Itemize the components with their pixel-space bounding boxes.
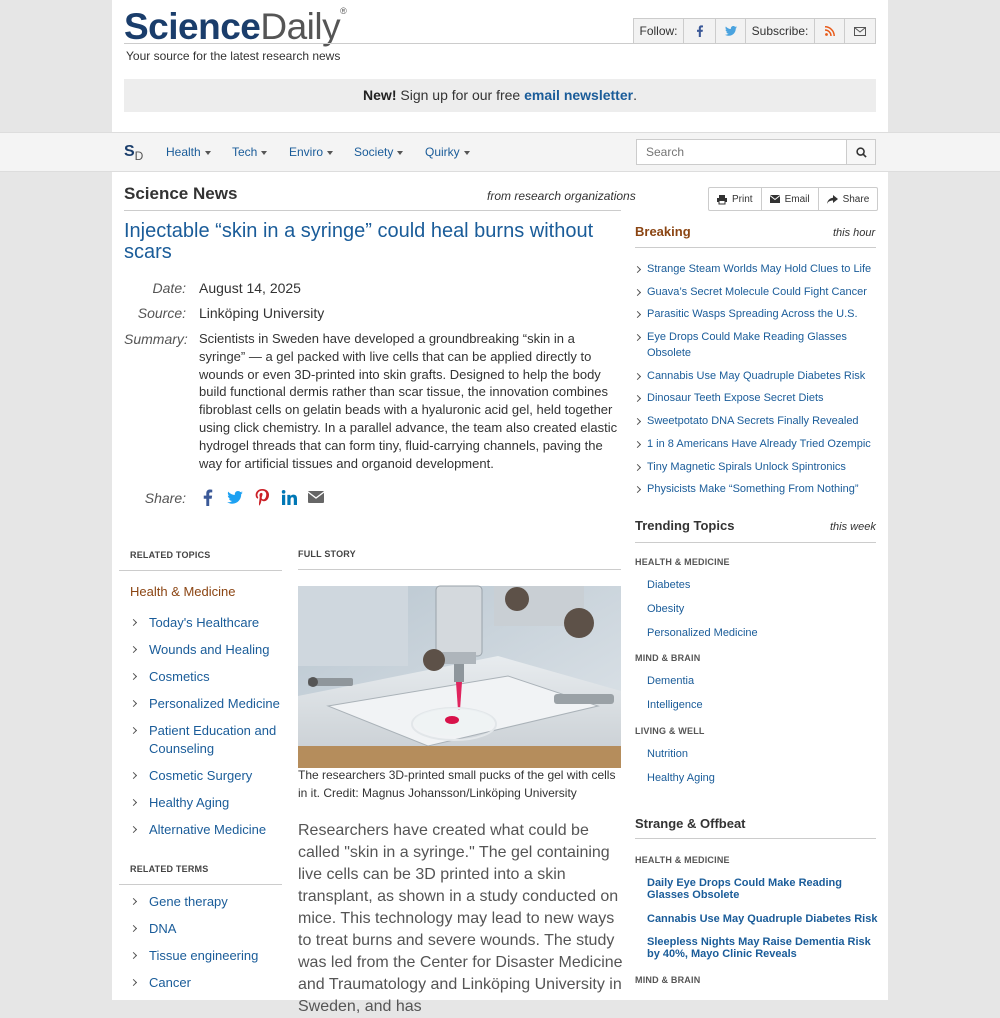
search-icon [856, 147, 867, 158]
summary-text: Scientists in Sweden have developed a groundbreaking “skin in a syringe” — a gel packed with live cells that can be applied directly to wounds or even 3D-printed into skin grafts. Designed to help the body build functional dermis rather than scar tissue, the innovation combines fibroblast cells on gelatin beads with a hyaluronic acid gel, held together using click chemistry. In a parallel advance, the team also created elastic hydrogel threads that can form tiny, fluid-carrying channels, paving the way for artificial tissues and organoid development. [199, 331, 618, 471]
newsletter-period: . [633, 87, 637, 103]
envelope-icon [308, 491, 324, 503]
related-topics-divider [119, 570, 282, 571]
full-story-divider [298, 569, 621, 570]
related-topic-item[interactable] [130, 821, 285, 839]
trending-category: HEALTH & MEDICINE [635, 557, 730, 567]
section-divider [124, 210, 621, 211]
breaking-item[interactable] [635, 481, 876, 497]
chevron-right-icon [634, 441, 641, 448]
facebook-icon [203, 489, 213, 506]
breaking-item-label: Strange Steam Worlds May Hold Clues to Life [647, 263, 872, 275]
search-input[interactable] [636, 139, 847, 165]
newsletter-new-label: New! [363, 87, 397, 103]
chevron-right-icon [130, 646, 137, 653]
trending-topic-link[interactable]: Intelligence [647, 699, 703, 711]
breaking-item[interactable] [635, 284, 876, 300]
source-value: Linköping University [199, 305, 325, 321]
email-share-button[interactable] [307, 488, 325, 506]
offbeat-title: Strange & Offbeat [635, 816, 746, 831]
offbeat-story-link[interactable]: Sleepless Nights May Raise Dementia Risk by 40%, Mayo Clinic Reveals [647, 936, 871, 960]
trending-category: MIND & BRAIN [635, 653, 701, 663]
facebook-follow-button[interactable] [684, 19, 716, 43]
email-button[interactable] [762, 188, 819, 210]
nav-health[interactable] [166, 145, 211, 159]
chevron-right-icon [130, 673, 137, 680]
related-topic-item[interactable] [130, 641, 285, 659]
share-arrow-icon [827, 195, 838, 204]
source-label: Source: [137, 305, 186, 321]
nav-enviro-label: Enviro [289, 145, 324, 159]
chevron-right-icon [130, 898, 137, 905]
article-headline: Injectable “skin in a syringe” could heal burns without scars [124, 220, 594, 263]
related-topic-item[interactable] [130, 794, 285, 812]
social-bar [633, 18, 876, 44]
nav-society[interactable] [354, 145, 403, 159]
related-topic-item[interactable] [130, 722, 285, 758]
trending-divider [635, 542, 876, 543]
trending-topic-link[interactable]: Personalized Medicine [647, 627, 758, 639]
print-label: Print [732, 193, 753, 205]
section-title: Science News [124, 184, 238, 203]
related-topics-title: RELATED TOPICS [130, 550, 211, 560]
breaking-item-label: Physicists Make “Something From Nothing” [647, 483, 859, 496]
related-category-link[interactable]: Health & Medicine [130, 584, 236, 599]
chevron-right-icon [634, 266, 641, 273]
related-topic-item[interactable] [130, 668, 285, 686]
caret-down-icon [464, 151, 470, 155]
related-term-item[interactable] [130, 947, 285, 965]
full-story-label: FULL STORY [298, 549, 356, 559]
related-term-item[interactable] [130, 893, 285, 911]
nav-quirky[interactable] [425, 145, 470, 159]
tagline: Your source for the latest research news [126, 49, 341, 63]
offbeat-divider [635, 838, 876, 839]
caret-down-icon [205, 151, 211, 155]
related-topic-label: Cosmetic Surgery [149, 768, 253, 783]
brand-daily-text: Daily [260, 6, 341, 47]
related-topic-label: Patient Education and Counseling [149, 723, 277, 756]
article-tools [708, 187, 878, 211]
trending-topic-link[interactable]: Nutrition [647, 748, 688, 760]
trending-category: LIVING & WELL [635, 726, 705, 736]
pinterest-icon [255, 489, 269, 506]
related-topic-item[interactable] [130, 614, 285, 632]
trending-topic-link[interactable]: Diabetes [647, 579, 691, 591]
related-terms-list [130, 893, 285, 992]
breaking-item-label: Parasitic Wasps Spreading Across the U.S. [647, 308, 858, 321]
breaking-item[interactable] [635, 368, 876, 384]
nav-health-label: Health [166, 145, 201, 159]
caret-down-icon [327, 151, 333, 155]
caret-down-icon [397, 151, 403, 155]
related-term-label: Cancer [149, 975, 191, 990]
chevron-right-icon [130, 925, 137, 932]
breaking-list [635, 261, 876, 504]
offbeat-story-link[interactable]: Cannabis Use May Quadruple Diabetes Risk [647, 913, 878, 925]
date-label: Date: [152, 280, 186, 296]
related-terms-divider [119, 884, 282, 885]
date-value: August 14, 2025 [199, 280, 301, 296]
chevron-right-icon [634, 373, 641, 380]
article-image[interactable] [298, 586, 621, 768]
caret-down-icon [261, 151, 267, 155]
email-label: Email [784, 193, 810, 205]
related-terms-title: RELATED TERMS [130, 864, 209, 874]
related-term-label: DNA [149, 921, 177, 936]
trending-topic-link[interactable]: Obesity [647, 603, 685, 615]
image-caption: The researchers 3D-printed small pucks of the gel with cells in it. Credit: Magnus Johansson/Linköping University [298, 768, 616, 800]
brand-science-text: Science [124, 6, 261, 47]
offbeat-category: MIND & BRAIN [635, 975, 701, 985]
share-label: Share: [144, 490, 186, 506]
related-term-item[interactable] [130, 920, 285, 938]
related-topic-item[interactable] [130, 767, 285, 785]
breaking-item[interactable] [635, 306, 876, 322]
related-topic-item[interactable] [130, 695, 285, 713]
trending-subtitle: this week [830, 521, 876, 533]
bioprinter-photo [298, 586, 621, 768]
breaking-item-label: Cannabis Use May Quadruple Diabetes Risk [647, 369, 866, 382]
twitter-icon [227, 491, 243, 504]
facebook-icon [696, 25, 704, 37]
linkedin-share-button[interactable] [280, 488, 298, 506]
nav-quirky-label: Quirky [425, 145, 460, 159]
related-topic-label: Healthy Aging [149, 795, 230, 810]
rss-subscribe-button[interactable] [815, 19, 845, 43]
nav-tech-label: Tech [232, 145, 258, 159]
chevron-right-icon [130, 727, 137, 734]
nav-society-label: Society [354, 145, 394, 159]
site-logo[interactable] [124, 6, 346, 48]
chevron-right-icon [130, 799, 137, 806]
twitter-follow-button[interactable] [716, 19, 746, 43]
chevron-right-icon [634, 486, 641, 493]
subscribe-label: Subscribe: [746, 19, 815, 43]
breaking-item-label: Tiny Magnetic Spirals Unlock Spintronics [647, 460, 846, 473]
trending-topic-link[interactable]: Healthy Aging [647, 772, 715, 784]
chevron-right-icon [130, 772, 137, 779]
related-topic-label: Alternative Medicine [149, 822, 267, 837]
breaking-item-label: Dinosaur Teeth Expose Secret Diets [647, 392, 824, 405]
breaking-title: Breaking [635, 224, 691, 239]
breaking-item-label: Guava’s Secret Molecule Could Fight Cancer [647, 285, 867, 298]
related-term-label: Gene therapy [149, 894, 228, 909]
header-divider [124, 43, 634, 44]
pinterest-share-button[interactable] [253, 488, 271, 506]
follow-label: Follow: [634, 19, 684, 43]
breaking-item[interactable] [635, 459, 876, 475]
registered-mark: ® [340, 6, 347, 16]
chevron-right-icon [634, 289, 641, 296]
chevron-right-icon [130, 700, 137, 707]
nav-home-logo[interactable] [124, 143, 143, 161]
rss-icon [825, 26, 835, 36]
share-icons [199, 488, 325, 506]
nav-tech[interactable] [232, 145, 267, 159]
twitter-share-button[interactable] [226, 488, 244, 506]
related-topics-list [130, 614, 285, 839]
trending-title: Trending Topics [635, 518, 735, 533]
print-button[interactable] [709, 188, 762, 210]
newsletter-text: Sign up for our free [400, 87, 521, 103]
twitter-icon [725, 26, 737, 36]
newsletter-signup-link[interactable]: email newsletter [524, 87, 634, 103]
trending-topic-link[interactable]: Dementia [647, 675, 695, 687]
chevron-right-icon [130, 952, 137, 959]
related-term-label: Tissue engineering [149, 948, 259, 963]
envelope-icon [854, 27, 866, 36]
breaking-item[interactable] [635, 413, 876, 429]
related-term-item[interactable] [130, 974, 285, 992]
breaking-subtitle: this hour [833, 227, 876, 239]
breaking-divider [635, 247, 876, 248]
related-topic-label: Today's Healthcare [149, 615, 260, 630]
email-subscribe-button[interactable] [845, 19, 875, 43]
related-topic-label: Cosmetics [149, 669, 210, 684]
offbeat-category: HEALTH & MEDICINE [635, 855, 730, 865]
share-label: Share [842, 193, 870, 205]
chevron-right-icon [634, 311, 641, 318]
offbeat-story-link[interactable]: Daily Eye Drops Could Make Reading Glasses Obsolete [647, 877, 842, 901]
search-button[interactable] [846, 139, 876, 165]
article-body: Researchers have created what could be called "skin in a syringe." The gel containing live cells can be 3D printed into a skin transplant, as shown in a study conducted on mice. This technology may lead to new ways to treat burns and severe wounds. The study was led from the Center for Disaster Medicine and Traumatology and Linköping University in Sweden, and has [298, 822, 623, 1015]
breaking-item-label: Eye Drops Could Make Reading Glasses Obsolete [647, 331, 847, 360]
chevron-right-icon [130, 619, 137, 626]
logo-d: D [134, 149, 144, 163]
breaking-item-label: 1 in 8 Americans Have Already Tried Ozempic [647, 437, 871, 450]
linkedin-icon [282, 490, 297, 505]
share-button[interactable] [819, 188, 878, 210]
chevron-right-icon [634, 418, 641, 425]
newsletter-banner [124, 79, 876, 112]
breaking-item[interactable] [635, 329, 876, 361]
breaking-item[interactable] [635, 261, 876, 277]
from-org-label: from research organizations [487, 189, 636, 203]
related-topic-label: Personalized Medicine [149, 696, 280, 711]
printer-icon [717, 195, 727, 204]
chevron-right-icon [634, 395, 641, 402]
nav-enviro[interactable] [289, 145, 333, 159]
chevron-right-icon [130, 826, 137, 833]
chevron-right-icon [130, 979, 137, 986]
logo-s: S [124, 143, 135, 160]
summary-label: Summary: [124, 331, 188, 347]
breaking-item[interactable] [635, 436, 876, 452]
breaking-item-label: Sweetpotato DNA Secrets Finally Revealed [647, 415, 859, 428]
chevron-right-icon [634, 463, 641, 470]
related-topic-label: Wounds and Healing [149, 642, 270, 657]
chevron-right-icon [634, 334, 641, 341]
breaking-item[interactable] [635, 390, 876, 406]
facebook-share-button[interactable] [199, 488, 217, 506]
envelope-icon [770, 195, 780, 203]
